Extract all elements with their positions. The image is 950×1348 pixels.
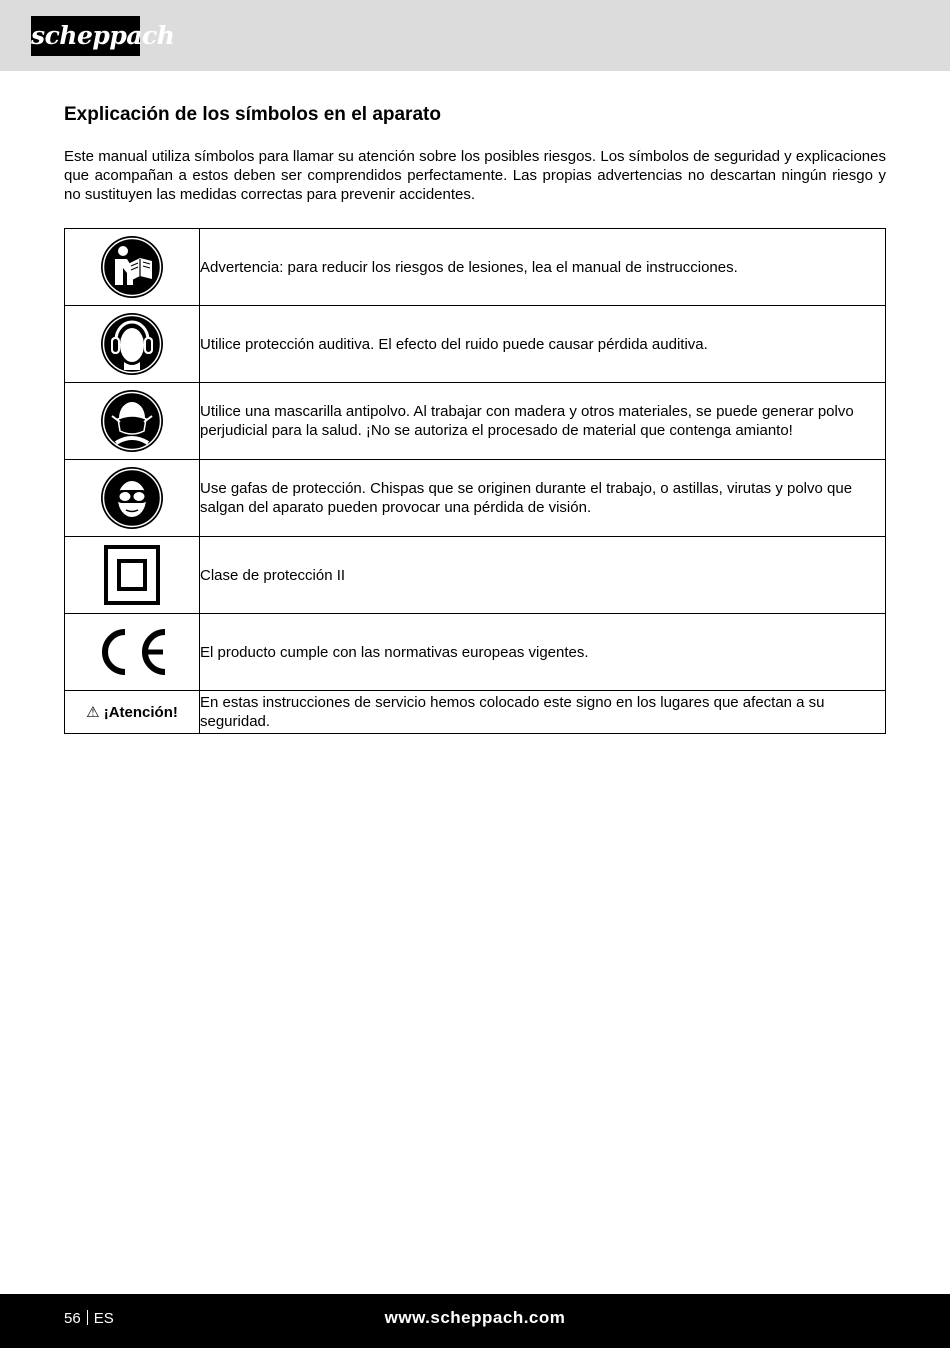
attention-label: ¡Atención! [103,703,178,721]
symbol-cell [65,383,200,460]
dust-mask-icon [100,389,164,453]
symbol-description: Clase de protección II [200,537,886,614]
symbol-description: Advertencia: para reducir los riesgos de lesiones, lea el manual de instrucciones. [200,229,886,306]
table-row [65,229,886,306]
table-row [65,306,886,383]
table-row [65,537,886,614]
scheppach-logo: scheppach [31,16,140,56]
ce-mark-icon [95,625,169,679]
symbol-description: Utilice protección auditiva. El efecto del ruido puede causar pérdida auditiva. [200,306,886,383]
table-row [65,614,886,691]
symbol-description: Use gafas de protección. Chispas que se originen durante el trabajo, o astillas, virutas y polvo que salgan del aparato pueden provocar una pérdida de visión. [200,460,886,537]
symbols-table [64,228,886,734]
symbol-cell [65,460,200,537]
warning-triangle-icon: ⚠ [86,703,100,721]
page-number: 56 [64,1310,81,1327]
table-row [65,383,886,460]
website-url: www.scheppach.com [384,1308,566,1327]
attention-description: En estas instrucciones de servicio hemos colocado este signo en los lugares que afectan a su seguridad. [200,691,886,734]
attention-cell [65,691,200,734]
table-row [65,691,886,734]
symbol-description: El producto cumple con las normativas europeas vigentes. [200,614,886,691]
symbol-cell [65,306,200,383]
table-row [65,460,886,537]
safety-goggles-icon [100,466,164,530]
page-header [0,0,950,71]
intro-paragraph: Este manual utiliza símbolos para llamar su atención sobre los posibles riesgos. Los símbolos de seguridad y explicaciones que acompañan a estos deben ser comprendidos perfectamente. Las propias advertencias no descartan ningún riesgo y no sustituyen las medidas correctas para prevenir accidentes. [64,148,886,203]
symbol-cell [65,229,200,306]
symbol-description: Utilice una mascarilla antipolvo. Al trabajar con madera y otros materiales, se puede generar polvo perjudicial para la salud. ¡No se autoriza el procesado de material que contenga amianto! [200,383,886,460]
read-manual-icon [100,235,164,299]
protection-class-ii-icon [104,545,160,605]
page-title: Explicación de los símbolos en el aparato [64,104,441,125]
page-footer [0,1294,950,1348]
language-code: ES [93,1310,114,1327]
ear-protection-icon [100,312,164,376]
symbol-cell [65,614,200,691]
symbol-cell [65,537,200,614]
